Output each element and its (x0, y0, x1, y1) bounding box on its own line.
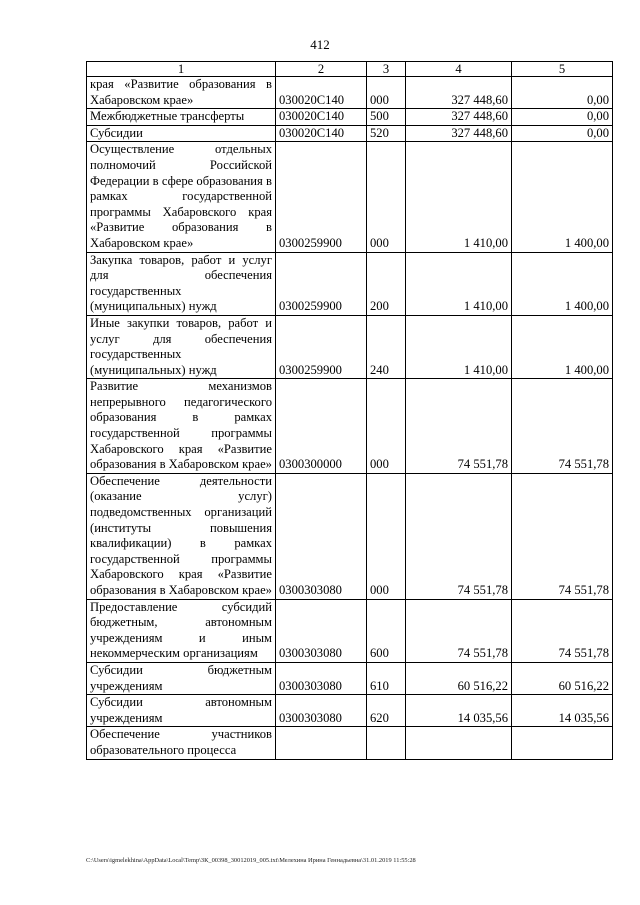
page-number: 412 (310, 37, 330, 52)
table-header-row (87, 62, 613, 77)
row-vr: 240 (367, 315, 406, 378)
table-row (87, 315, 613, 378)
row-value-col5: 1 400,00 (512, 315, 613, 378)
header-col-2: 2 (276, 62, 367, 77)
row-value-col5: 0,00 (512, 77, 613, 109)
row-value-col5: 74 551,78 (512, 379, 613, 474)
table-row (87, 77, 613, 109)
row-name: края «Развитие образования в Хабаровском крае» (87, 77, 276, 109)
row-vr: 600 (367, 599, 406, 662)
row-value-col4: 1 410,00 (406, 315, 512, 378)
table-row (87, 473, 613, 599)
row-value-col5: 1 400,00 (512, 142, 613, 252)
row-vr: 500 (367, 109, 406, 126)
table-row (87, 727, 613, 759)
row-value-col4: 74 551,78 (406, 599, 512, 662)
row-code: 0300259900 (276, 252, 367, 315)
row-value-col5: 0,00 (512, 125, 613, 142)
row-code: 0300303080 (276, 695, 367, 727)
row-code: 0300303080 (276, 662, 367, 694)
row-code: 0300259900 (276, 142, 367, 252)
row-name: Обеспечение участников образовательного процесса (87, 727, 276, 759)
row-code: 0300300000 (276, 379, 367, 474)
row-value-col5: 1 400,00 (512, 252, 613, 315)
row-value-col4 (406, 727, 512, 759)
row-value-col4: 327 448,60 (406, 77, 512, 109)
row-name: Субсидии бюджетным учреждениям (87, 662, 276, 694)
row-name: Иные закупки товаров, работ и услуг для обеспечения государственных (муниципальных) нужд (87, 315, 276, 378)
row-value-col4: 327 448,60 (406, 125, 512, 142)
table-row (87, 125, 613, 142)
row-vr: 000 (367, 473, 406, 599)
row-name: Закупка товаров, работ и услуг для обеспечения государственных (муниципальных) нужд (87, 252, 276, 315)
row-code: 0300259900 (276, 315, 367, 378)
row-name: Развитие механизмов непрерывного педагогического образования в рамках государственной программы Хабаровского края «Развитие образования в Хабаровском крае» (87, 379, 276, 474)
budget-table (86, 61, 613, 760)
row-name: Предоставление субсидий бюджетным, автономным учреждениям и иным некоммерческим организациям (87, 599, 276, 662)
header-col-4: 4 (406, 62, 512, 77)
table-row (87, 599, 613, 662)
row-value-col5: 0,00 (512, 109, 613, 126)
row-value-col4: 74 551,78 (406, 473, 512, 599)
row-vr: 000 (367, 379, 406, 474)
row-name: Субсидии (87, 125, 276, 142)
row-code (276, 727, 367, 759)
row-value-col5: 14 035,56 (512, 695, 613, 727)
row-value-col4: 327 448,60 (406, 109, 512, 126)
header-col-3: 3 (367, 62, 406, 77)
table-row (87, 379, 613, 474)
row-code: 0300303080 (276, 473, 367, 599)
row-vr: 520 (367, 125, 406, 142)
row-name: Межбюджетные трансферты (87, 109, 276, 126)
row-value-col4: 1 410,00 (406, 142, 512, 252)
row-vr: 610 (367, 662, 406, 694)
row-code: 0300303080 (276, 599, 367, 662)
table-row (87, 252, 613, 315)
table-row (87, 142, 613, 252)
row-vr: 000 (367, 77, 406, 109)
row-value-col5 (512, 727, 613, 759)
row-vr: 200 (367, 252, 406, 315)
header-col-5: 5 (512, 62, 613, 77)
row-vr (367, 727, 406, 759)
row-code: 030020С140 (276, 77, 367, 109)
row-value-col4: 60 516,22 (406, 662, 512, 694)
row-value-col4: 74 551,78 (406, 379, 512, 474)
row-vr: 000 (367, 142, 406, 252)
row-code: 030020С140 (276, 125, 367, 142)
row-value-col5: 60 516,22 (512, 662, 613, 694)
row-value-col5: 74 551,78 (512, 599, 613, 662)
header-col-1: 1 (87, 62, 276, 77)
file-path-footer: C:\Users\igmelekhina\AppData\Local\Temp\ЗК_00398_30012019_005.txt\Мелехина Ирина Геннадьевна\31.01.2019 11:55:28 (86, 857, 416, 864)
row-vr: 620 (367, 695, 406, 727)
table-row (87, 695, 613, 727)
row-name: Обеспечение деятельности (оказание услуг) подведомственных организаций (институты повышения квалификации) в рамках государственной программы Хабаровского края «Развитие образования в Хабаровском крае» (87, 473, 276, 599)
row-name: Субсидии автономным учреждениям (87, 695, 276, 727)
table-row (87, 662, 613, 694)
table-row (87, 109, 613, 126)
row-code: 030020С140 (276, 109, 367, 126)
row-value-col4: 1 410,00 (406, 252, 512, 315)
row-name: Осуществление отдельных полномочий Российской Федерации в сфере образования в рамках государственной программы Хабаровского края «Развитие образования в Хабаровском крае» (87, 142, 276, 252)
row-value-col4: 14 035,56 (406, 695, 512, 727)
row-value-col5: 74 551,78 (512, 473, 613, 599)
